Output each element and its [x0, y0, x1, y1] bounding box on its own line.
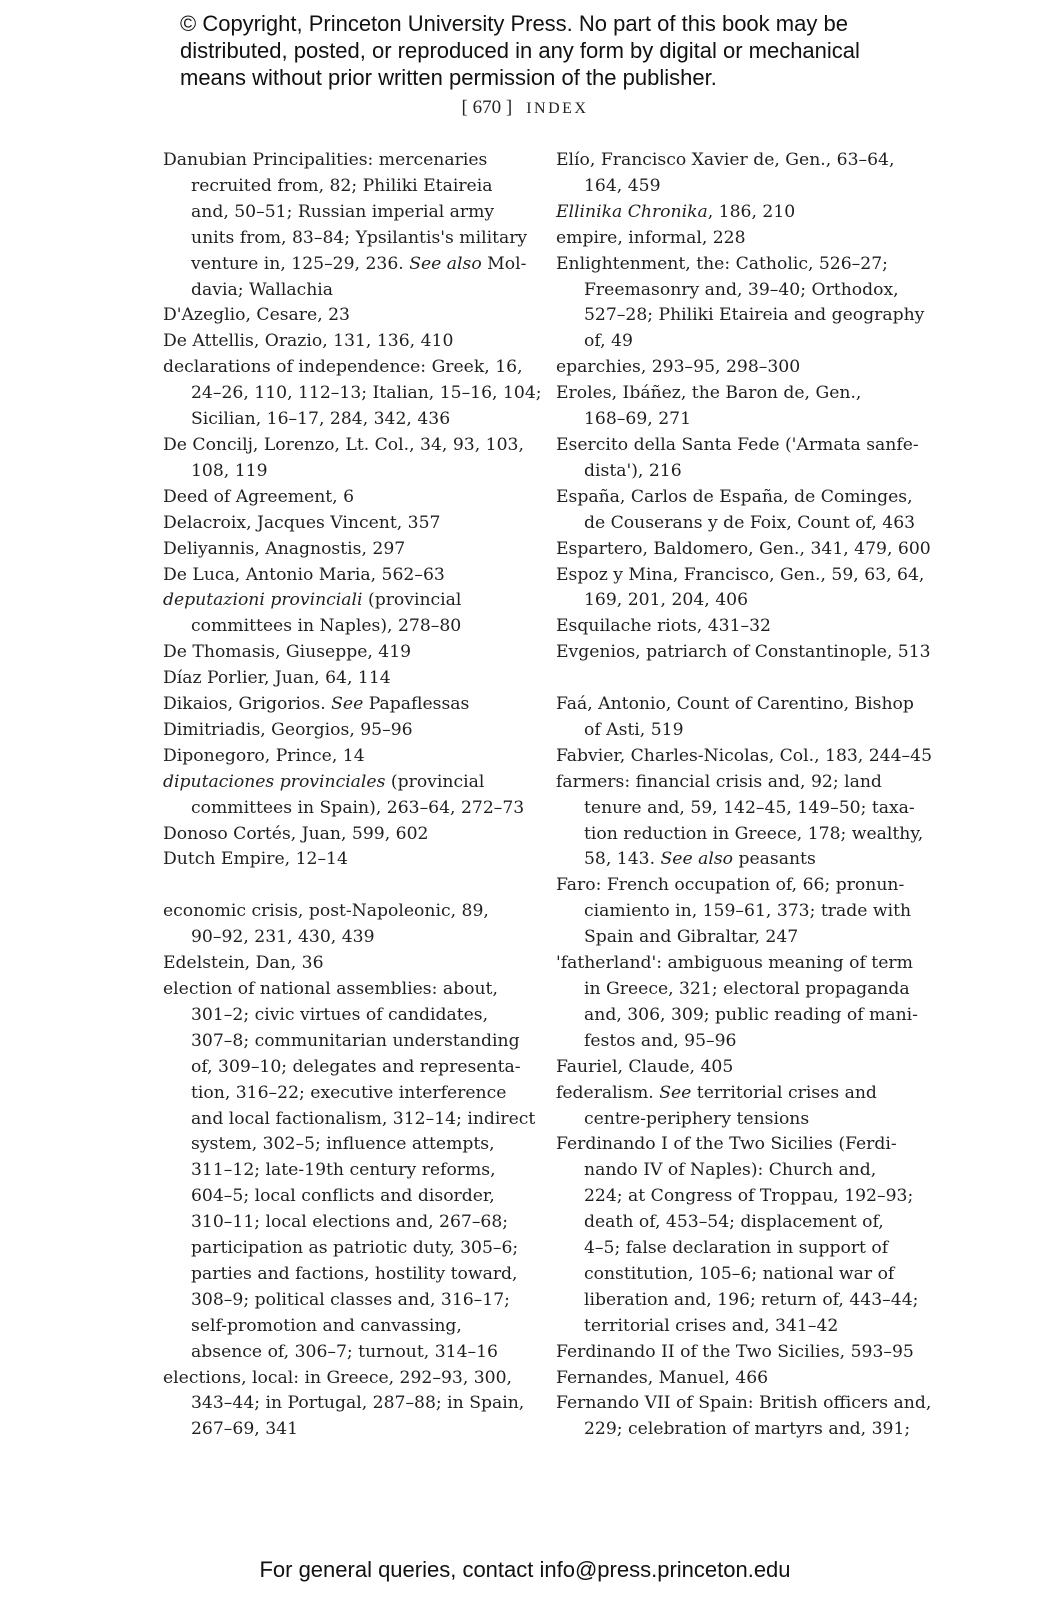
- index-entry: De Thomasis, Giuseppe, 419: [163, 642, 412, 663]
- index-entry-continuation: 108, 119: [191, 460, 268, 481]
- index-entry: deputazioni provinciali (provincial: [163, 590, 462, 611]
- index-entry-continuation: dista'), 216: [584, 460, 682, 481]
- index-entry: De Luca, Antonio Maria, 562–63: [163, 564, 445, 585]
- index-entry-continuation: 267–69, 341: [191, 1419, 299, 1440]
- page-number: [ 670 ]: [461, 97, 513, 118]
- index-entry: 'fatherland': ambiguous meaning of term: [556, 953, 913, 974]
- index-entry: Fernandes, Manuel, 466: [556, 1367, 769, 1388]
- index-entry: Ferdinando I of the Two Sicilies (Ferdi-: [556, 1134, 897, 1155]
- entry-group-gap: [556, 666, 916, 692]
- index-entry: Evgenios, patriarch of Constantinople, 513: [556, 642, 931, 663]
- index-entry: Faro: French occupation of, 66; pronun-: [556, 875, 905, 896]
- index-entry-continuation: of Asti, 519: [584, 719, 684, 740]
- index-entry-continuation: absence of, 306–7; turnout, 314–16: [191, 1341, 498, 1362]
- index-entry: Faá, Antonio, Count of Carentino, Bishop: [556, 694, 914, 715]
- index-entry: empire, informal, 228: [556, 227, 746, 248]
- index-entry: Espoz y Mina, Francisco, Gen., 59, 63, 64,: [556, 564, 925, 585]
- index-entry: Fabvier, Charles-Nicolas, Col., 183, 244–45: [556, 745, 933, 766]
- index-entry: farmers: financial crisis and, 92; land: [556, 771, 882, 792]
- index-entry-continuation: 90–92, 231, 430, 439: [191, 927, 375, 948]
- index-entry-continuation: 311–12; late-19th century reforms,: [191, 1160, 496, 1181]
- copyright-notice: [180, 10, 900, 91]
- index-entry: declarations of independence: Greek, 16,: [163, 357, 523, 378]
- index-entry: Enlightenment, the: Catholic, 526–27;: [556, 253, 888, 274]
- index-entry-continuation: 310–11; local elections and, 267–68;: [191, 1212, 509, 1233]
- index-entry: De Attellis, Orazio, 131, 136, 410: [163, 331, 454, 352]
- index-entry-continuation: 604–5; local conflicts and disorder,: [191, 1186, 495, 1207]
- index-entry-continuation: festos and, 95–96: [584, 1030, 737, 1051]
- index-entry: economic crisis, post-Napoleonic, 89,: [163, 901, 489, 922]
- index-entry: Dikaios, Grigorios. See Papaflessas: [163, 694, 470, 715]
- index-entry: Esercito della Santa Fede ('Armata sanfe-: [556, 434, 919, 455]
- index-entry-continuation: committees in Naples), 278–80: [191, 616, 462, 637]
- index-entry-continuation: 58, 143. See also peasants: [584, 849, 816, 870]
- index-entry-continuation: units from, 83–84; Ypsilantis's military: [191, 227, 528, 248]
- index-entry: Deed of Agreement, 6: [163, 486, 355, 507]
- index-entry: Dimitriadis, Georgios, 95–96: [163, 719, 413, 740]
- index-entry-continuation: tion reduction in Greece, 178; wealthy,: [584, 823, 924, 844]
- index-entry-continuation: of, 309–10; delegates and representa-: [191, 1056, 521, 1077]
- index-entry: Elío, Francisco Xavier de, Gen., 63–64,: [556, 150, 895, 170]
- index-entry-continuation: system, 302–5; influence attempts,: [191, 1134, 495, 1155]
- entry-group-gap: [163, 873, 538, 899]
- index-entry: diputaciones provinciales (provincial: [163, 771, 485, 792]
- copyright-line: © Copyright, Princeton University Press. No part of this book may be: [180, 11, 848, 36]
- index-entry-continuation: tenure and, 59, 142–45, 149–50; taxa-: [584, 797, 915, 818]
- index-entry-continuation: davia; Wallachia: [191, 279, 334, 300]
- index-entry-continuation: parties and factions, hostility toward,: [191, 1263, 518, 1284]
- index-entry: Esquilache riots, 431–32: [556, 616, 771, 637]
- index-entry: Delacroix, Jacques Vincent, 357: [163, 512, 441, 533]
- index-entry-continuation: and, 50–51; Russian imperial army: [191, 201, 495, 222]
- index-entry-continuation: 301–2; civic virtues of candidates,: [191, 1004, 489, 1025]
- index-entry-continuation: constitution, 105–6; national war of: [584, 1263, 895, 1284]
- index-entry: Fernando VII of Spain: British officers and,: [556, 1393, 932, 1414]
- index-entry-continuation: venture in, 125–29, 236. See also Mol-: [191, 253, 527, 274]
- index-entry: Edelstein, Dan, 36: [163, 953, 324, 974]
- index-entry-continuation: and local factionalism, 312–14; indirect: [191, 1108, 536, 1129]
- index-entry-continuation: 224; at Congress of Troppau, 192–93;: [584, 1186, 914, 1207]
- index-entry-continuation: Sicilian, 16–17, 284, 342, 436: [191, 409, 451, 430]
- index-entry: De Concilj, Lorenzo, Lt. Col., 34, 93, 103,: [163, 434, 524, 455]
- index-entry-continuation: and, 306, 309; public reading of mani-: [584, 1004, 918, 1025]
- index-entry-continuation: 307–8; communitarian understanding: [191, 1030, 520, 1051]
- index-entry: Díaz Porlier, Juan, 64, 114: [163, 668, 391, 689]
- index-entry-continuation: tion, 316–22; executive interference: [191, 1082, 507, 1103]
- index-entry-continuation: 169, 201, 204, 406: [584, 590, 749, 611]
- index-entry-continuation: centre-periphery tensions: [584, 1108, 810, 1129]
- index-entry: Ferdinando II of the Two Sicilies, 593–95: [556, 1341, 914, 1362]
- index-entry: Dutch Empire, 12–14: [163, 849, 348, 870]
- index-entry-continuation: Spain and Gibraltar, 247: [584, 927, 799, 948]
- index-entry-continuation: 229; celebration of martyrs and, 391;: [584, 1419, 911, 1440]
- index-entry-continuation: de Couserans y de Foix, Count of, 463: [584, 512, 916, 533]
- index-entry-continuation: 308–9; political classes and, 316–17;: [191, 1289, 510, 1310]
- index-entry-continuation: 343–44; in Portugal, 287–88; in Spain,: [191, 1393, 525, 1414]
- index-entry-continuation: in Greece, 321; electoral propaganda: [584, 978, 910, 999]
- index-entry-continuation: death of, 453–54; displacement of,: [584, 1212, 884, 1233]
- index-entry-continuation: Freemasonry and, 39–40; Orthodox,: [584, 279, 899, 300]
- index-entry: Espartero, Baldomero, Gen., 341, 479, 600: [556, 538, 931, 559]
- index-column-right: [556, 148, 933, 1443]
- index-entry-continuation: 164, 459: [584, 175, 661, 196]
- index-entry: elections, local: in Greece, 292–93, 300,: [163, 1367, 513, 1388]
- index-entry: Donoso Cortés, Juan, 599, 602: [163, 823, 429, 844]
- index-entry: Eroles, Ibáñez, the Baron de, Gen.,: [556, 383, 862, 404]
- index-entry: España, Carlos de España, de Cominges,: [556, 486, 913, 507]
- footer-contact: For general queries, contact info@press.princeton.edu: [259, 1557, 791, 1582]
- index-entry: D'Azeglio, Cesare, 23: [163, 305, 350, 326]
- index-entry-continuation: 527–28; Philiki Etaireia and geography: [584, 305, 925, 326]
- running-head: [0, 97, 1050, 119]
- index-entry-continuation: 168–69, 271: [584, 409, 692, 430]
- index-entry-continuation: recruited from, 82; Philiki Etaireia: [191, 175, 493, 196]
- index-entry-continuation: liberation and, 196; return of, 443–44;: [584, 1289, 919, 1310]
- index-column-left: [163, 148, 542, 1443]
- index-entry-continuation: 4–5; false declaration in support of: [584, 1238, 889, 1259]
- copyright-line: distributed, posted, or reproduced in any form by digital or mechanical: [180, 38, 860, 63]
- index-entry-continuation: ciamiento in, 159–61, 373; trade with: [584, 901, 912, 922]
- index-entry-continuation: nando IV of Naples): Church and,: [584, 1160, 877, 1181]
- index-entry-continuation: participation as patriotic duty, 305–6;: [191, 1238, 519, 1259]
- index-entry: Ellinika Chronika, 186, 210: [556, 201, 796, 222]
- index-entry-continuation: territorial crises and, 341–42: [584, 1315, 839, 1336]
- index-entry: eparchies, 293–95, 298–300: [556, 357, 801, 378]
- index-entry-continuation: self-promotion and canvassing,: [191, 1315, 462, 1336]
- copyright-line: means without prior written permission of the publisher.: [180, 65, 717, 90]
- index-entry: Diponegoro, Prince, 14: [163, 745, 365, 766]
- index-entry-continuation: 24–26, 110, 112–13; Italian, 15–16, 104;: [191, 383, 542, 404]
- index-entry: election of national assemblies: about,: [163, 978, 498, 999]
- index-entry-continuation: of, 49: [584, 331, 633, 352]
- index-entry: federalism. See territorial crises and: [556, 1082, 877, 1103]
- section-title: INDEX: [526, 100, 589, 117]
- index-entry: Deliyannis, Anagnostis, 297: [163, 538, 406, 559]
- index-entry: Fauriel, Claude, 405: [556, 1056, 734, 1077]
- index-entry-continuation: committees in Spain), 263–64, 272–73: [191, 797, 525, 818]
- index-entry: Danubian Principalities: mercenaries: [163, 150, 488, 170]
